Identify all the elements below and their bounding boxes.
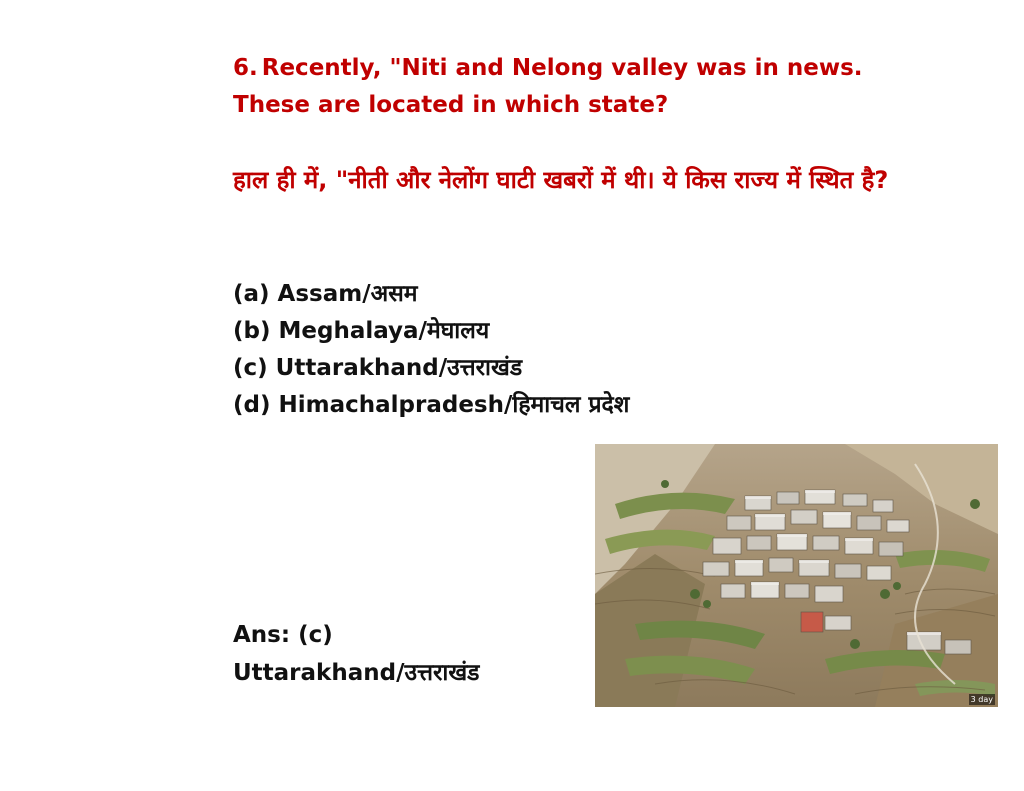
option-a: (a) Assam/असम: [233, 281, 418, 307]
photo-watermark: 3 day: [970, 695, 993, 704]
village-photo-illustration: [595, 444, 998, 707]
option-d: (d) Himachalpradesh/हिमाचल प्रदेश: [233, 392, 630, 418]
question-english: [233, 50, 933, 124]
option-b: (b) Meghalaya/मेघालय: [233, 318, 490, 344]
options-list: [233, 276, 833, 424]
answer-text: Uttarakhand/उत्तराखंड: [233, 660, 480, 686]
answer-label: Ans: (c): [233, 622, 333, 648]
question-english-text: Recently, "Niti and Nelong valley was in news. These are located in which state?: [233, 55, 863, 118]
question-hindi: हाल ही में, "नीती और नेलोंग घाटी खबरों में थी। ये किस राज्य में स्थित है?: [233, 166, 889, 194]
answer-block: [233, 616, 593, 692]
valley-village-photo: [595, 444, 998, 707]
question-number: 6.: [233, 55, 258, 81]
option-c: (c) Uttarakhand/उत्तराखंड: [233, 355, 523, 381]
